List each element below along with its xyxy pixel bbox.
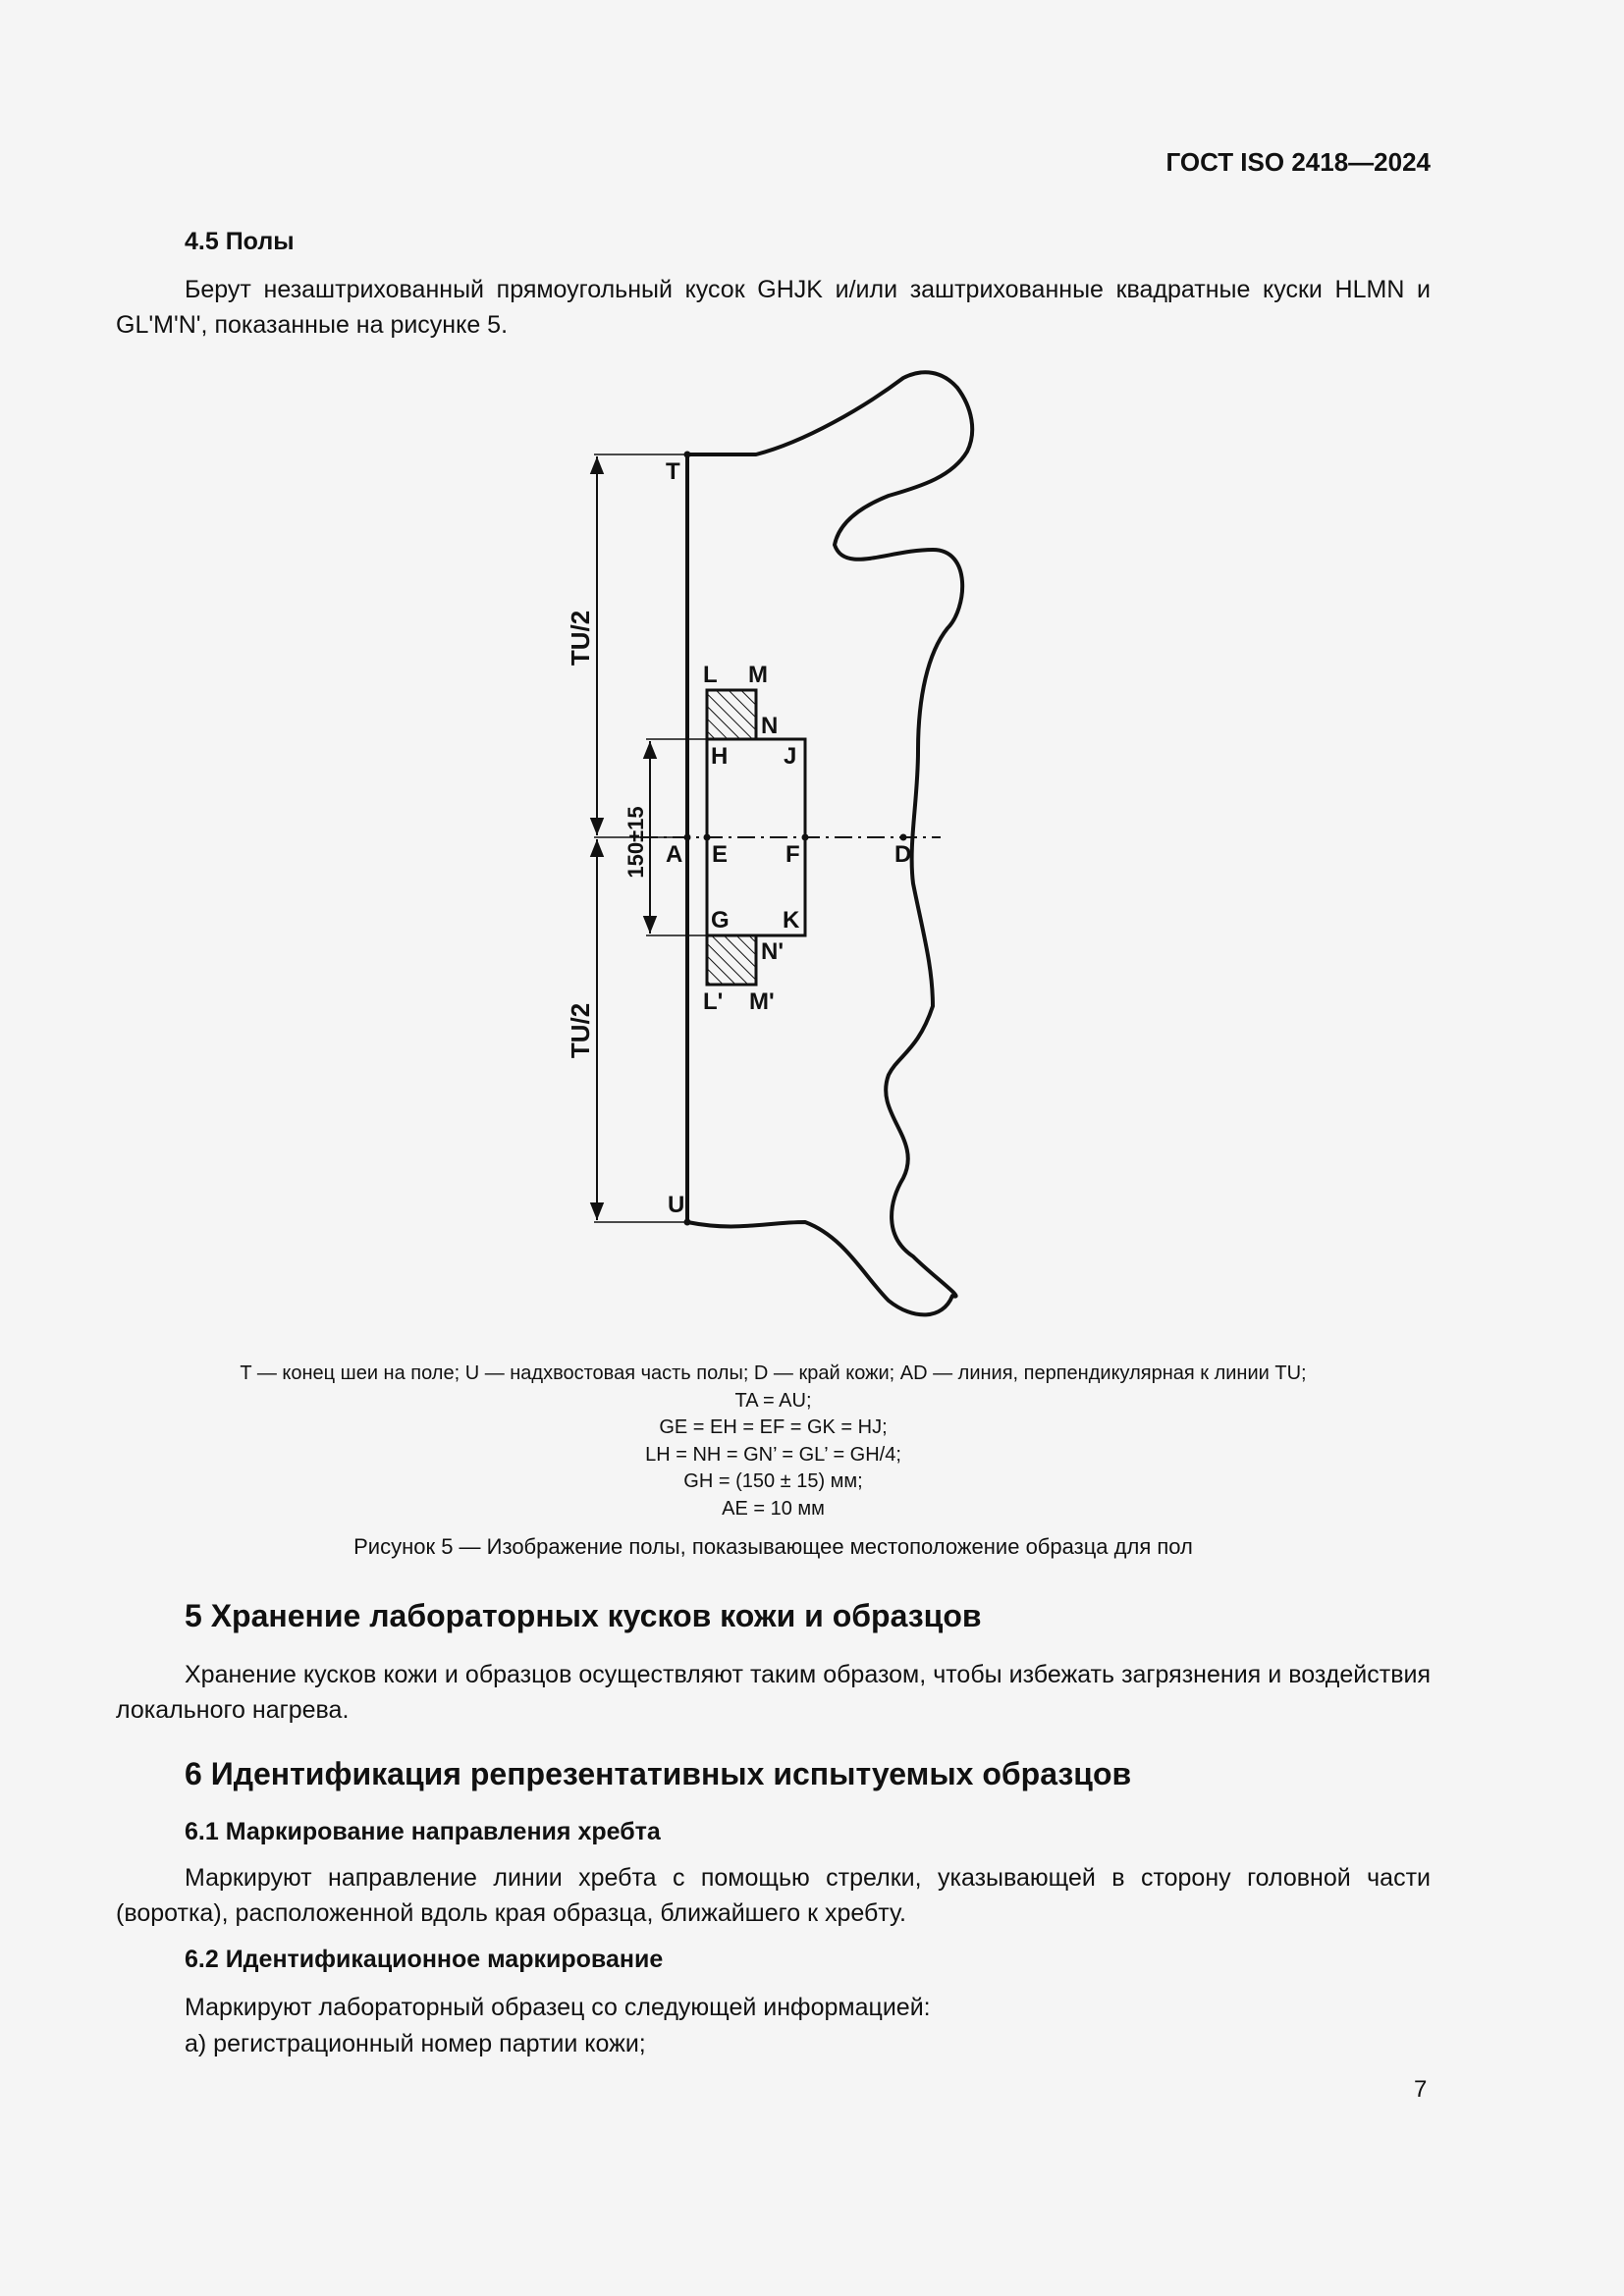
section-4-5-heading: 4.5 Полы xyxy=(185,228,295,255)
point-a-label: A xyxy=(666,841,683,868)
section-6-heading: 6 Идентификация репрезентативных испытуемых образцов xyxy=(185,1756,1132,1791)
legend-line: LH = NH = GN’ = GL’ = GH/4; xyxy=(645,1443,901,1466)
legend-line: GH = (150 ± 15) мм; xyxy=(683,1470,863,1492)
point-n2-label: N' xyxy=(761,938,785,965)
page-number: 7 xyxy=(1414,2076,1428,2103)
section-5-text: Хранение кусков кожи и образцов осуществляют таким образом, чтобы избежать загрязнения и воздействия локального нагрева. xyxy=(116,1661,1431,1724)
point-f-label: F xyxy=(785,841,800,868)
point-j-label: J xyxy=(784,743,797,770)
section-4-5-text: Берут незаштрихованный прямоугольный кусок GHJK и/или заштрихованные квадратные куски HLMN и GL'M'N', показанные на рисунке 5. xyxy=(116,276,1431,339)
dim-upper-label: TU/2 xyxy=(566,610,595,667)
section-5-paragraph xyxy=(116,1657,1431,1728)
section-6-1-text: Маркируют направление линии хребта с помощью стрелки, указывающей в сторону головной части (воротка), расположенной вдоль края образца, ближайшего к хребту. xyxy=(116,1864,1431,1927)
point-g-label: G xyxy=(711,907,730,934)
figure-legend xyxy=(116,1361,1431,1522)
dim-mid-label: 150±15 xyxy=(623,806,648,879)
sample-hlmn-hatched xyxy=(707,690,756,739)
skin-outline xyxy=(687,372,972,1314)
point-m2-label: M' xyxy=(749,988,775,1015)
sample-gl2m2n2-hatched xyxy=(707,935,756,985)
point-l2-label: L' xyxy=(703,988,724,1015)
section-5-heading: 5 Хранение лабораторных кусков кожи и образцов xyxy=(185,1598,982,1633)
point-t-label: T xyxy=(666,458,680,485)
section-6-2-text: Маркируют лабораторный образец со следующей информацией: xyxy=(185,1994,931,2021)
legend-line: AE = 10 мм xyxy=(722,1497,825,1520)
legend-line: GE = EH = EF = GK = HJ; xyxy=(659,1416,888,1438)
point-h-label: H xyxy=(711,743,729,770)
point-k-label: K xyxy=(783,907,800,934)
point-e-label: E xyxy=(712,841,729,868)
point-m-label: M xyxy=(748,662,768,688)
point-l-label: L xyxy=(703,662,718,688)
section-6-2-item-a: а) регистрационный номер партии кожи; xyxy=(185,2030,646,2057)
section-6-1-paragraph xyxy=(116,1860,1431,1931)
document-id: ГОСТ ISO 2418—2024 xyxy=(1165,147,1431,177)
point-n-label: N xyxy=(761,713,779,739)
figure-title: Рисунок 5 — Изображение полы, показывающее местоположение образца для пол xyxy=(353,1534,1193,1559)
legend-line: T — конец шеи на поле; U — надхвостовая часть полы; D — край кожи; AD — линия, перпендикулярная к линии TU; xyxy=(240,1362,1307,1384)
dim-lower-label: TU/2 xyxy=(566,1002,595,1059)
section-6-1-heading: 6.1 Маркирование направления хребта xyxy=(185,1818,661,1845)
section-6-2-heading: 6.2 Идентификационное маркирование xyxy=(185,1946,664,1973)
point-d-label: D xyxy=(894,841,912,868)
legend-line: TA = AU; xyxy=(734,1389,812,1412)
point-u-label: U xyxy=(668,1192,685,1218)
